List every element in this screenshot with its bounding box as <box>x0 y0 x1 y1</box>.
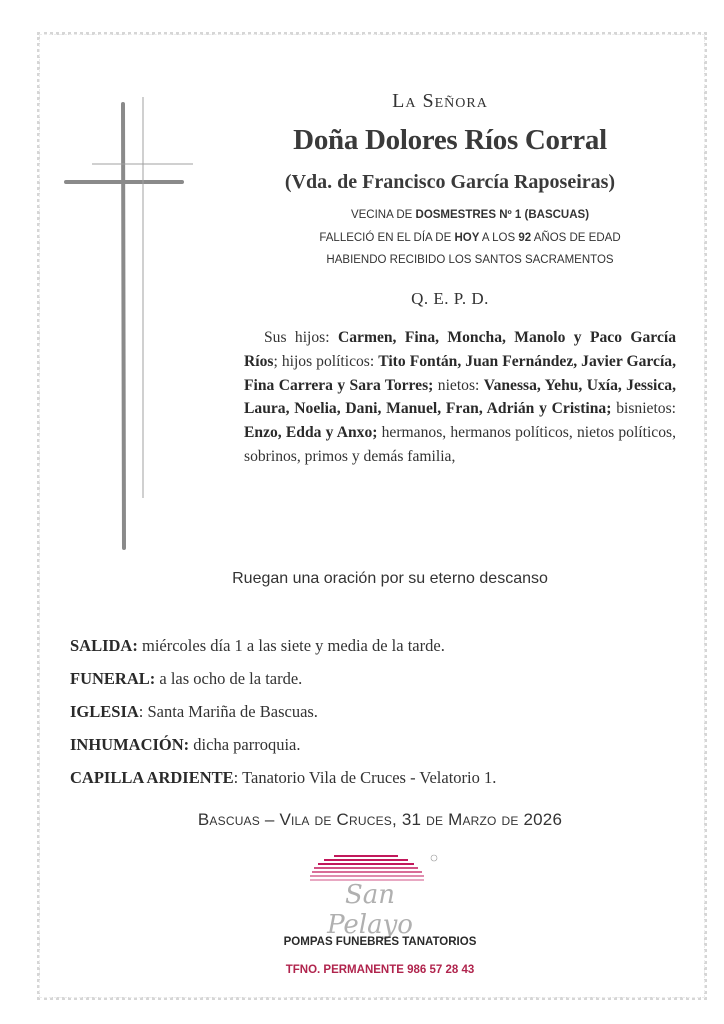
logo-text: San Pelayo <box>327 880 413 940</box>
great-grandchildren-names: Enzo, Edda y Anxo; <box>244 424 378 442</box>
detail-salida <box>70 636 445 656</box>
grandchildren-label: nietos: <box>433 376 484 394</box>
family-paragraph <box>244 326 676 469</box>
detail-label: IGLESIA <box>70 702 139 721</box>
sacraments-line: HABIENDO RECIBIDO LOS SANTOS SACRAMENTOS <box>326 254 614 266</box>
great-grandchildren-label: bisnietos: <box>611 400 676 418</box>
death-text-a: FALLECIÓ EN EL DÍA DE <box>319 232 455 244</box>
detail-label: INHUMACIÓN: <box>70 735 190 754</box>
detail-label: SALIDA: <box>70 636 138 655</box>
detail-inhumacion <box>70 735 301 755</box>
prayer-request: Ruegan una oración por su eterno descanso <box>232 570 548 587</box>
detail-value: : Tanatorio Vila de Cruces - Velatorio 1. <box>233 768 497 787</box>
death-line <box>270 232 670 244</box>
residence-line <box>270 209 670 221</box>
widow-of: (Vda. de Francisco García Raposeiras) <box>284 171 616 193</box>
place-and-date: Bascuas – Vila de Cruces, 31 de Marzo de 2026 <box>197 810 563 829</box>
other-relatives: hermanos, hermanos políticos, nietos políticos, sobrinos, primos y demás familia, <box>244 424 676 465</box>
detail-capilla-ardiente <box>70 768 496 788</box>
death-day: HOY <box>454 232 480 244</box>
detail-iglesia <box>70 702 318 722</box>
detail-funeral <box>70 669 302 689</box>
age: 92 <box>518 232 532 244</box>
grandchildren-names: Vanessa, Yehu, Uxía, Jessica, Laura, Noelia, Dani, Manuel, Fran, Adrián y Cristina; <box>244 376 676 418</box>
residence-address: DOSMESTRES Nº 1 (BASCUAS) <box>415 209 590 221</box>
phone-number: TFNO. PERMANENTE 986 57 28 43 <box>285 964 475 976</box>
deceased-name: Doña Dolores Ríos Corral <box>293 124 607 156</box>
detail-value: : Santa Mariña de Bascuas. <box>138 702 318 721</box>
detail-value: a las ocho de la tarde. <box>155 669 303 688</box>
children-names: Carmen, Fina, Moncha, Manolo y Paco García Ríos <box>244 329 676 370</box>
title-prefix: La Señora <box>392 90 488 112</box>
detail-value: dicha parroquia. <box>189 735 301 754</box>
detail-label: CAPILLA ARDIENTE <box>70 768 234 787</box>
in-laws-label: ; hijos políticos: <box>273 352 379 370</box>
detail-label: FUNERAL: <box>70 669 156 688</box>
company-tagline: POMPAS FUNEBRES TANATORIOS <box>283 936 477 948</box>
qepd: Q. E. P. D. <box>411 289 489 308</box>
death-text-c: AÑOS DE EDAD <box>531 232 621 244</box>
in-laws-names: Tito Fontán, Juan Fernández, Javier García, Fina Carrera y Sara Torres; <box>244 352 676 394</box>
detail-value: miércoles día 1 a las siete y media de la tarde. <box>137 636 445 655</box>
death-text-b: A LOS <box>479 232 519 244</box>
residence-prefix: VECINA DE <box>350 209 416 221</box>
children-label: Sus hijos: <box>264 329 338 346</box>
